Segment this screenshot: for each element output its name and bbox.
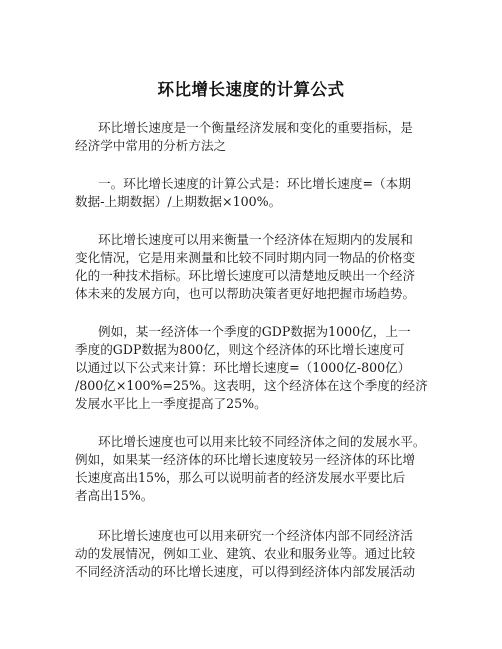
paragraph-6 xyxy=(0,527,502,581)
paragraph-line: 动的发展情况，例如工业、建筑、农业和服务业等。通过比较 xyxy=(75,546,416,561)
paragraph-5 xyxy=(0,433,502,505)
paragraph-line: 变化情况，它是用来测量和比较不同时期内同一物品的价格变 xyxy=(75,250,416,265)
paragraph-3 xyxy=(0,231,502,303)
paragraph-line: 体未来的发展方向，也可以帮助决策者更好地把握市场趋势。 xyxy=(75,286,416,301)
paragraph-line: 数据-上期数据）/上期数据×100%。 xyxy=(75,194,282,209)
paragraph-line: 化的一种技术指标。环比增长速度可以清楚地反映出一个经济 xyxy=(75,268,416,283)
paragraph-line: 者高出15%。 xyxy=(75,488,154,503)
paragraph-1 xyxy=(0,119,502,155)
paragraph-line: 例如，如果某一经济体的环比增长速度较另一经济体的环比增 xyxy=(75,452,416,467)
paragraph-line: 发展水平比上一季度提高了25%。 xyxy=(75,396,267,411)
paragraph-line: 以通过以下公式来计算：环比增长速度=（1000亿-800亿） xyxy=(75,360,411,375)
paragraph-line: 一。环比增长速度的计算公式是：环比增长速度=（本期 xyxy=(98,176,411,191)
paragraph-line: 环比增长速度可以用来衡量一个经济体在短期内的发展和 xyxy=(98,232,413,247)
paragraph-line: 环比增长速度也可以用来研究一个经济体内部不同经济活 xyxy=(98,528,413,543)
paragraph-line: 例如，某一经济体一个季度的GDP数据为1000亿，上一 xyxy=(98,324,411,339)
paragraph-line: 长速度高出15%，那么可以说明前者的经济发展水平要比后 xyxy=(75,470,406,485)
paragraph-2 xyxy=(0,175,502,211)
paragraph-line: /800亿×100%=25%。这表明，这个经济体在这个季度的经济 xyxy=(75,378,428,393)
paragraph-line: 环比增长速度是一个衡量经济发展和变化的重要指标，是 xyxy=(98,120,413,135)
paragraph-line: 经济学中常用的分析方法之 xyxy=(75,138,227,153)
document-title: 环比增长速度的计算公式 xyxy=(157,80,345,99)
paragraph-line: 季度的GDP数据为800亿，则这个经济体的环比增长速度可 xyxy=(75,342,405,357)
paragraph-line: 不同经济活动的环比增长速度，可以得到经济体内部发展活动 xyxy=(75,564,416,579)
paragraph-4 xyxy=(0,323,502,413)
paragraph-line: 环比增长速度也可以用来比较不同经济体之间的发展水平。 xyxy=(98,434,426,449)
